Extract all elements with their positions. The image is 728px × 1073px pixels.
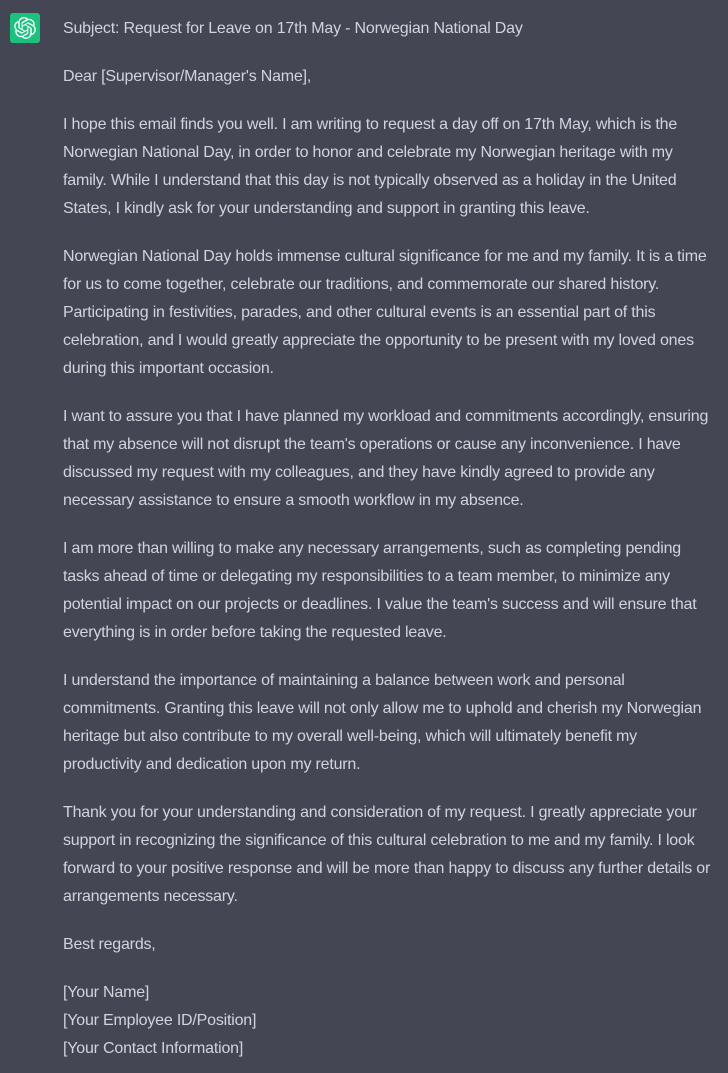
closing: Best regards, — [63, 936, 156, 953]
body-paragraph: I want to assure you that I have planned my workload and commitments accordingly, ensuring that my absence will not disrupt the team's operations or cause any inconvenience. I have discussed my request with my colleagues, and they have kindly agreed to provide any necessary assistance to ensure a smooth workflow in my absence. — [63, 408, 709, 509]
body-paragraph: Norwegian National Day holds immense cultural significance for me and my family. It is a time for us to come together, celebrate our traditions, and commemorate our shared history. Participating in festivities, parades, and other cultural events is an essential part of this celebration, and I would greatly appreciate the opportunity to be present with my loved ones during this important occasion. — [63, 248, 707, 377]
body-paragraph: I am more than willing to make any necessary arrangements, such as completing pending tasks ahead of time or delegating my responsibilities to a team member, to minimize any potential impact on our projects or deadlines. I value the team's success and will ensure that everything is in order before taking the requested leave. — [63, 540, 697, 641]
salutation: Dear [Supervisor/Manager's Name], — [63, 68, 312, 85]
message-content — [63, 13, 713, 1063]
body-paragraph: I hope this email finds you well. I am writing to request a day off on 17th May, which is the Norwegian National Day, in order to honor and celebrate my Norwegian heritage with my family. While I understand that this day is not typically observed as a holiday in the United States, I kindly ask for your understanding and support in granting this leave. — [63, 116, 678, 217]
signature-employee-id: [Your Employee ID/Position] — [63, 1012, 257, 1029]
signature-name: [Your Name] — [63, 984, 150, 1001]
body-paragraph: Thank you for your understanding and consideration of my request. I greatly appreciate your support in recognizing the significance of this cultural celebration to me and my family. I look forward to your positive response and will be more than happy to discuss any further details or arrangements necessary. — [63, 804, 711, 905]
subject-line: Subject: Request for Leave on 17th May - Norwegian National Day — [63, 20, 523, 37]
signature-contact: [Your Contact Information] — [63, 1040, 244, 1057]
body-paragraph: I understand the importance of maintaining a balance between work and personal commitments. Granting this leave will not only allow me to uphold and cherish my Norwegian heritage but also contribute to my overall well-being, which will ultimately benefit my productivity and dedication upon my return. — [63, 672, 702, 773]
signature-block — [63, 979, 713, 1063]
openai-logo-icon — [14, 17, 36, 39]
assistant-avatar — [10, 13, 40, 43]
